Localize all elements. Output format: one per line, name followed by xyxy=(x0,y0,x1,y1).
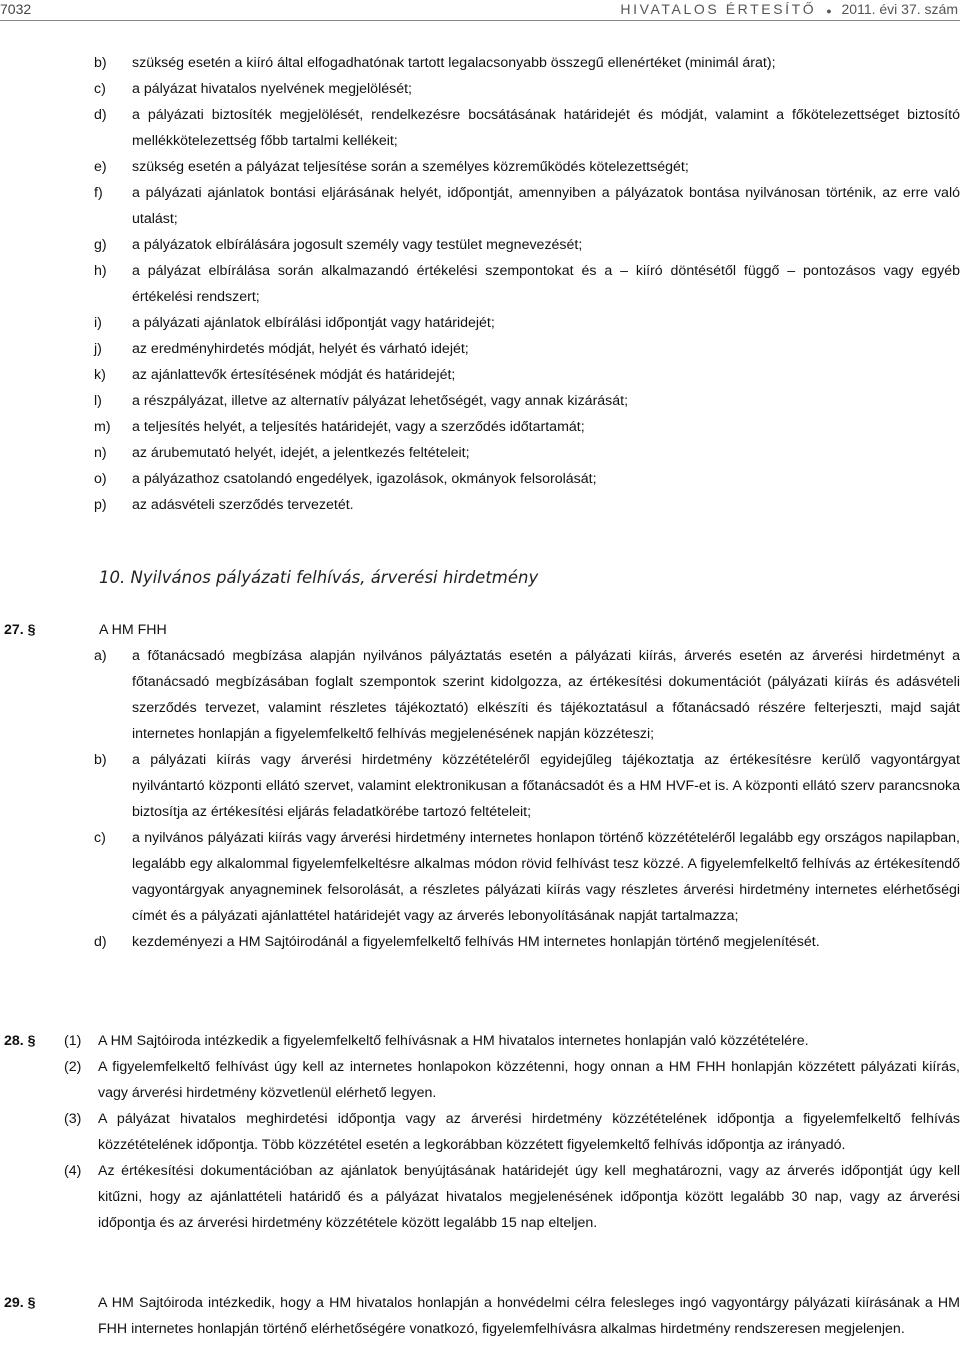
list-item xyxy=(94,258,960,310)
item-text: A figyelemfelkeltő felhívást úgy kell az internetes honlapokon közzétenni, hogy onnan a HM FHH honlapján közzétett pályázati kiírás, vagy árverési hirdetmény közvetlenül elérhető legyen. xyxy=(98,1059,960,1101)
list-item xyxy=(94,466,960,492)
item-text: szükség esetén a kiíró által elfogadhatónak tartott legalacsonyabb összegű ellenértéket (minimál árat); xyxy=(132,55,776,71)
item-text: a pályázat hivatalos nyelvének megjelölését; xyxy=(132,81,412,97)
header-rule xyxy=(0,20,960,21)
list-item xyxy=(64,1158,960,1236)
requirements-list xyxy=(94,50,960,518)
item-label: d) xyxy=(94,107,107,123)
item-text: az adásvételi szerződés tervezetét. xyxy=(132,497,354,513)
item-label: g) xyxy=(94,237,107,253)
item-text: a pályázathoz csatolandó engedélyek, igazolások, okmányok felsorolását; xyxy=(132,471,597,487)
item-label: (3) xyxy=(64,1111,82,1127)
list-item xyxy=(64,1028,960,1054)
item-text: A pályázat hivatalos meghirdetési időpontja vagy az árverési hirdetmény közzétételének időpontja a figyelemfelkeltő felhívás közzétételének időpontja. Több közzététel esetén a legkorábban közzétett figyelemkeltő felhívás időpontja az irányadó. xyxy=(98,1111,960,1153)
list-item xyxy=(94,440,960,466)
item-text: a pályázati ajánlatok bontási eljárásának helyét, időpontját, amennyiben a pályázatok bontása nyilvánosan történik, az erre való utalást; xyxy=(132,185,960,227)
item-label: p) xyxy=(94,497,107,513)
item-text: a pályázati kiírás vagy árverési hirdetmény közzétételéről egyidejűleg tájékoztatja az értékesítésre kerülő vagyontárgyat nyilvántartó központi ellátó szervet, valamint elektronikusan a főtanácsadót és a HM HVF-et is. A központi ellátó szerv parancsnoka biztosítja az értékesítési eljárás feladatkörébe tartozó feltételeit; xyxy=(132,752,960,820)
list-item xyxy=(94,747,960,825)
item-text: szükség esetén a pályázat teljesítése során a személyes közreműködés kötelezettségét; xyxy=(132,159,689,175)
list-item xyxy=(94,336,960,362)
list-item xyxy=(94,492,960,518)
item-text: az eredményhirdetés módját, helyét és várható idejét; xyxy=(132,341,469,357)
item-label: l) xyxy=(94,393,102,409)
item-text: az ajánlattevők értesítésének módját és határidejét; xyxy=(132,367,456,383)
list-item xyxy=(94,180,960,232)
list-item xyxy=(94,76,960,102)
issue-number: 2011. évi 37. szám xyxy=(841,1,958,17)
item-label: c) xyxy=(94,81,106,97)
list-item xyxy=(94,362,960,388)
item-label: o) xyxy=(94,471,107,487)
paragraph-number: 27. § xyxy=(4,622,36,638)
list-item xyxy=(94,154,960,180)
list-item xyxy=(94,232,960,258)
list-item xyxy=(94,414,960,440)
item-text: a pályázat elbírálása során alkalmazandó értékelési szempontokat és a – kiíró döntésétől függő – pontozásos vagy egyéb értékelési rendszert; xyxy=(132,263,960,305)
item-text: a pályázati ajánlatok elbírálási időpontját vagy határidejét; xyxy=(132,315,495,331)
list-item xyxy=(94,643,960,747)
section-heading: 10. Nyilvános pályázati felhívás, árverési hirdetmény xyxy=(99,568,539,587)
item-label: n) xyxy=(94,445,107,461)
list-item xyxy=(94,929,960,955)
list-item xyxy=(94,825,960,929)
list-item xyxy=(94,310,960,336)
item-text: a pályázati biztosíték megjelölését, rendelkezésre bocsátásának határidejét és módját, valamint a főkötelezettséget biztosító mellékkötelezettség főbb tartalmi kellékeit; xyxy=(132,107,960,149)
item-label: d) xyxy=(94,934,107,950)
paragraph-28-items xyxy=(64,1028,960,1236)
list-item xyxy=(94,102,960,154)
paragraph-intro: A HM FHH xyxy=(99,622,167,638)
publication-title: HIVATALOS ÉRTESÍTŐ xyxy=(620,1,817,17)
item-text: Az értékesítési dokumentációban az ajánlatok benyújtásának határidejét úgy kell meghatározni, vagy az árverés időpontját úgy kell kitűzni, hogy az ajánlattételi határidő és a pályázat hivatalos megjelenésének időpontja között legalább 30 nap, vagy az árverési időpontja és az árverési hirdetmény közzététele között legalább 15 nap elteljen. xyxy=(98,1163,960,1231)
list-item xyxy=(64,1054,960,1106)
item-label: f) xyxy=(94,185,103,201)
item-label: e) xyxy=(94,159,107,175)
item-text: az árubemutató helyét, idejét, a jelentkezés feltételeit; xyxy=(132,445,470,461)
item-text: a teljesítés helyét, a teljesítés határidejét, vagy a szerződés időtartamát; xyxy=(132,419,585,435)
paragraph-number: 29. § xyxy=(4,1295,36,1311)
item-label: h) xyxy=(94,263,107,279)
list-item xyxy=(94,388,960,414)
item-label: c) xyxy=(94,830,106,846)
item-label: k) xyxy=(94,367,106,383)
item-text: a részpályázat, illetve az alternatív pályázat lehetőségét, vagy annak kizárását; xyxy=(132,393,629,409)
item-label: j) xyxy=(94,341,102,357)
item-label: b) xyxy=(94,752,107,768)
item-label: m) xyxy=(94,419,111,435)
bullet-separator: ● xyxy=(826,6,832,16)
item-label: (2) xyxy=(64,1059,82,1075)
item-label: b) xyxy=(94,55,107,71)
item-label: (1) xyxy=(64,1033,82,1049)
page-number: 7032 xyxy=(0,1,32,17)
paragraph-29-text: A HM Sajtóiroda intézkedik, hogy a HM hivatalos honlapján a honvédelmi célra felesleges ingó vagyontárgy pályázati kiírásának a HM FHH internetes honlapján történő elérhetőségére vonatkozó, figyelemfelhívásra alkalmas hirdetmény rendszeresen megjelenjen. xyxy=(98,1295,960,1337)
paragraph-27-items xyxy=(94,643,960,955)
item-text: kezdeményezi a HM Sajtóirodánál a figyelemfelkeltő felhívás HM internetes honlapján történő megjelenítését. xyxy=(132,934,820,950)
list-item xyxy=(64,1106,960,1158)
item-label: i) xyxy=(94,315,102,331)
list-item xyxy=(94,50,960,76)
item-label: (4) xyxy=(64,1163,82,1179)
paragraph-number: 28. § xyxy=(4,1033,36,1049)
item-text: a nyilvános pályázati kiírás vagy árverési hirdetmény internetes honlapon történő közzétételéről legalább egy országos napilapban, legalább egy alkalommal figyelemfelkeltésre alkalmas módon rövid felhívást tesz közzé. A figyelemfelkeltő felhívás az értékesítendő vagyontárgyak anyagneminek felsorolását, a részletes pályázati kiírás vagy részletes árverési hirdetmény internetes elérhetőségi címét és a pályázati ajánlattétel határidejét vagy az árverés lebonyolításának napját tartalmazza; xyxy=(132,830,960,924)
item-text: A HM Sajtóiroda intézkedik a figyelemfelkeltő felhívásnak a HM hivatalos internetes honlapján való közzétételére. xyxy=(98,1033,809,1049)
item-label: a) xyxy=(94,648,107,664)
page-header xyxy=(0,0,960,22)
item-text: a főtanácsadó megbízása alapján nyilvános pályáztatás esetén a pályázati kiírás, árverés esetén az árverési hirdetményt a főtanácsadó megbízásában foglalt szempontok szerint kidolgozza, az értékesítési dokumentációt (pályázati kiírás és adásvételi szerződés tervezet, valamint részletes tájékoztató) elkészíti és tájékoztatásul a főtanácsadó részére felterjeszti, majd saját internetes honlapján a figyelemfelkeltő felhívás megjelenésének napján közzéteszi; xyxy=(132,648,960,742)
item-text: a pályázatok elbírálására jogosult személy vagy testület megnevezését; xyxy=(132,237,583,253)
